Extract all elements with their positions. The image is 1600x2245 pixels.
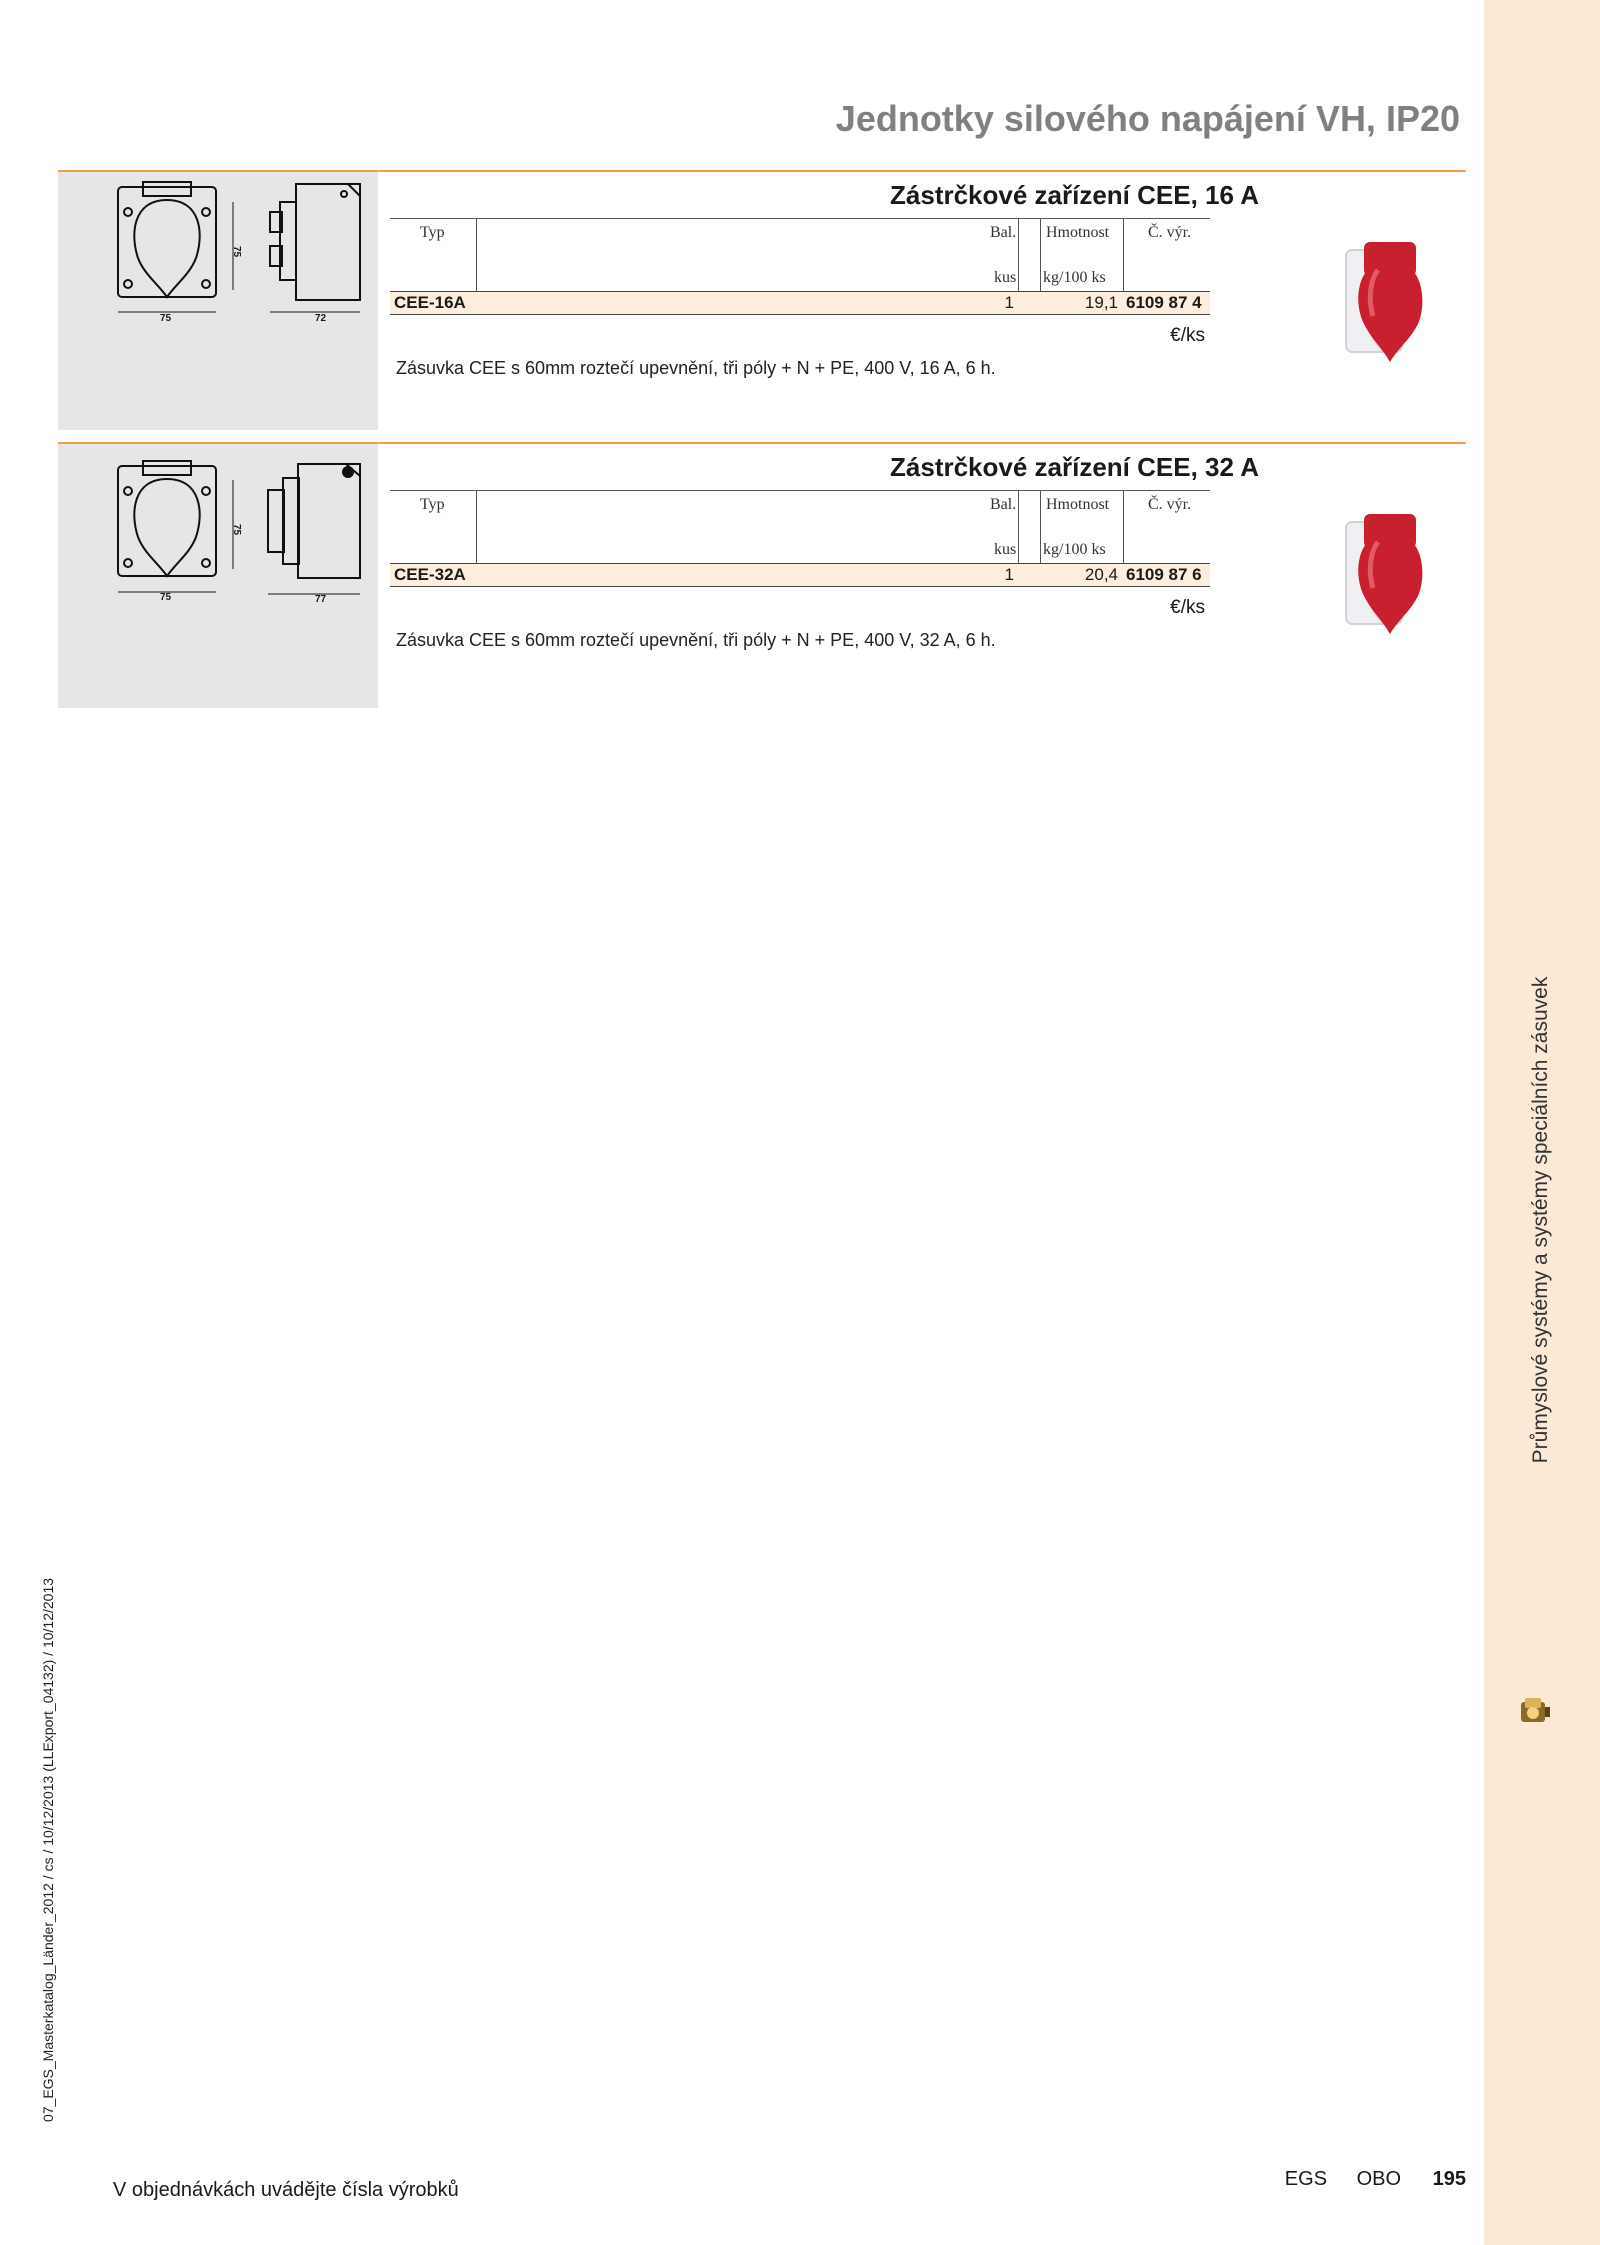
- product-section-cee-16a: [58, 170, 1466, 434]
- header-typ: Typ: [420, 496, 445, 513]
- cell-bal: 1: [1004, 565, 1014, 584]
- cell-bal: 1: [1004, 293, 1014, 312]
- dim-front-height: 75: [231, 523, 243, 536]
- header-cislo-vyrobku: Č. výr.: [1148, 496, 1192, 513]
- dim-side-depth: 72: [315, 313, 327, 324]
- cell-weight: 20,4: [1084, 565, 1118, 584]
- section-title: Zástrčkové zařízení CEE, 32 A: [890, 452, 1259, 482]
- unit-bal: kus: [994, 269, 1017, 286]
- footer-note: V objednávkách uvádějte čísla výrobků: [113, 2179, 459, 2201]
- dim-side-depth: 77: [315, 594, 327, 605]
- dim-front-width: 75: [160, 313, 172, 324]
- dimension-drawing: [58, 444, 378, 708]
- footer-brand-block: [1261, 2168, 1466, 2191]
- cell-article: 6109 87 6: [1126, 565, 1202, 584]
- unit-hmotnost: kg/100 ks: [1043, 269, 1106, 286]
- header-bal: Bal.: [990, 224, 1017, 241]
- product-description: Zásuvka CEE s 60mm roztečí upevnění, tři póly + N + PE, 400 V, 32 A, 6 h.: [396, 630, 996, 650]
- product-photo-cee-socket: [1278, 492, 1468, 662]
- cell-article: 6109 87 4: [1126, 293, 1202, 312]
- price-unit: €/ks: [1170, 325, 1205, 346]
- header-typ: Typ: [420, 224, 445, 241]
- header-hmotnost: Hmotnost: [1046, 224, 1110, 241]
- footer-brand-egs: EGS: [1284, 2168, 1328, 2190]
- cell-type: CEE-32A: [394, 565, 466, 584]
- page-number: 195: [1432, 2168, 1466, 2190]
- header-hmotnost: Hmotnost: [1046, 496, 1110, 513]
- footer-brand-obo: OBO: [1356, 2168, 1402, 2190]
- price-unit: €/ks: [1170, 597, 1205, 618]
- unit-bal: kus: [994, 541, 1017, 558]
- table-row: [390, 291, 1210, 315]
- dimension-drawing: [58, 172, 378, 430]
- side-tab-label: Průmyslové systémy a systémy speciálních zásuvek: [1529, 976, 1552, 1464]
- socket-system-icon: [1516, 1693, 1552, 1729]
- unit-hmotnost: kg/100 ks: [1043, 541, 1106, 558]
- cell-weight: 19,1: [1084, 293, 1118, 312]
- table-row: [390, 563, 1210, 587]
- dim-front-height: 75: [231, 245, 243, 258]
- header-cislo-vyrobku: Č. výr.: [1148, 224, 1192, 241]
- product-table: [390, 218, 1210, 314]
- header-bal: Bal.: [990, 496, 1017, 513]
- cell-type: CEE-16A: [394, 293, 466, 312]
- product-description: Zásuvka CEE s 60mm roztečí upevnění, tři póly + N + PE, 400 V, 16 A, 6 h.: [396, 358, 996, 378]
- product-photo-cee-socket: [1278, 220, 1468, 390]
- dim-front-width: 75: [160, 592, 172, 603]
- page-title: Jednotky silového napájení VH, IP20: [835, 98, 1460, 139]
- product-section-cee-32a: [58, 442, 1466, 710]
- product-table: [390, 490, 1210, 586]
- catalog-export-info: 07_EGS_Masterkatalog_Länder_2012 / cs / 10/12/2013 (LLExport_04132) / 10/12/2013: [40, 1577, 56, 2123]
- section-title: Zástrčkové zařízení CEE, 16 A: [890, 180, 1259, 210]
